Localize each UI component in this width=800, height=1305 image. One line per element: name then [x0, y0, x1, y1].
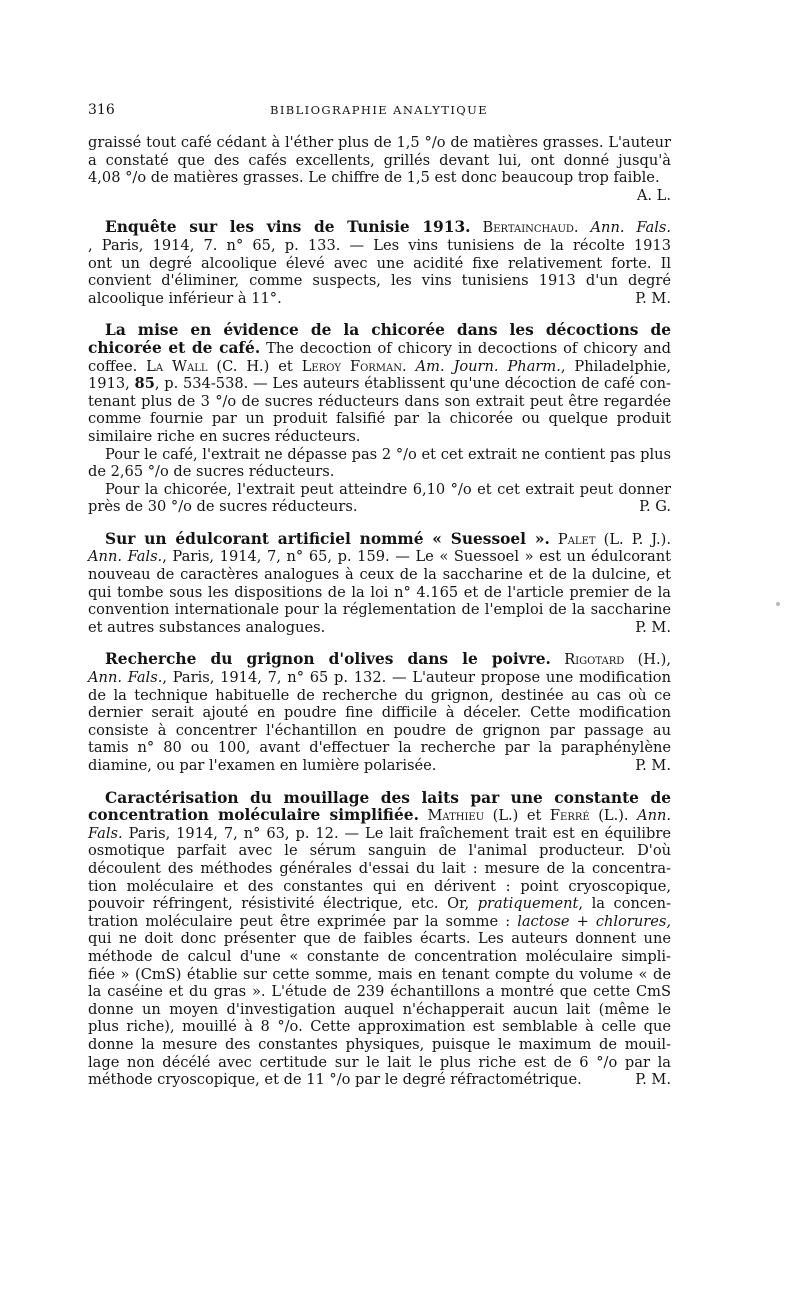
text-line: [88, 375, 671, 393]
journal-name: Am. Journ. Pharm.: [415, 357, 561, 375]
text-line: coffee. La Wall (C. H.) et Leroy Forman. Am. Journ. Pharm., Philadelphie,: [88, 357, 672, 375]
ref-text: , Paris, 1914, 7, n° 65, p. 159. — Le « Suessoel » est un édulcorant: [162, 548, 671, 566]
ref-year: 1913,: [88, 375, 130, 393]
entry-title: Recherche du grignon d'olives dans le poivre.: [105, 650, 551, 669]
entry-author: Rigotard: [564, 651, 625, 669]
journal-name: Ann. Fals.: [88, 669, 163, 687]
text-line: [88, 669, 671, 687]
text-line: ont un degré alcoolique élevé avec une acidité fixe relativement forte. Il: [88, 254, 671, 272]
text-line: lage non décélé avec certitude sur le lait le plus riche est de 6 °/o par la: [88, 1053, 671, 1071]
line-text: , la concen-: [578, 895, 671, 913]
entry-title: [88, 322, 671, 340]
text-line: donne un moyen d'investigation auquel n'échapperait aucun lait (même le: [88, 1000, 671, 1018]
text-line: tion moléculaire et des constantes qui en dérivent : point cryoscopique,: [88, 877, 671, 895]
entry-suessoel: [88, 531, 671, 637]
entry-title-line: [88, 340, 671, 358]
entry-author: Ferré: [549, 807, 590, 825]
text-line: méthode de calcul d'une « constante de concentration moléculaire simpli-: [88, 947, 671, 965]
text-line: convention internationale pour la réglementation de l'emploi de la saccharine: [88, 601, 671, 619]
author-initials: (H.),: [637, 651, 672, 669]
text-line: [88, 498, 671, 516]
text-line: découlent des méthodes générales d'essai du lait : mesure de la concentra-: [88, 859, 671, 877]
last-line-text: diamine, ou par l'examen en lumière polarisée.: [88, 757, 437, 774]
signature: P. M.: [635, 289, 671, 307]
last-line-text: méthode cryoscopique, et de 11 °/o par le degré réfractométrique.: [88, 1071, 582, 1089]
text-line: Pour le café, l'extrait ne dépasse pas 2 °/o et cet extrait ne contient pas plus: [105, 445, 671, 463]
ref-tail: , Philadelphie,: [560, 357, 672, 375]
signature: A. L.: [636, 186, 671, 204]
text-line: 4,08 °/o de matières grasses. Le chiffre de 1,5 est donc beaucoup trop faible.: [88, 169, 660, 187]
signature: P. M.: [635, 757, 671, 774]
entry-title-line2: chicorée et de café.: [88, 338, 261, 357]
scan-speck: [776, 602, 780, 606]
text-line: fiée » (CmS) établie sur cette somme, mais en tenant compte du volume « de: [88, 965, 671, 983]
author-initials: (L. P. J.).: [603, 530, 671, 548]
text-line: tenant plus de 3 °/o de sucres réducteurs dans son extrait peut être regardée: [88, 392, 671, 410]
last-line-text: près de 30 °/o de sucres réducteurs.: [88, 498, 358, 516]
page-number: 316: [88, 102, 115, 118]
entry-title: Sur un édulcorant artificiel nommé « Suessoel ».: [105, 529, 550, 548]
text-line: Pour la chicorée, l'extrait peut atteindre 6,10 °/o et cet extrait peut donner: [105, 480, 671, 498]
entry-poivre: [88, 651, 671, 774]
author-initials: (L.).: [598, 807, 629, 825]
text-line: la caséine et du gras ». L'étude de 239 échantillons a montré que cette CmS: [88, 983, 671, 1001]
text-line: comme fournie par un produit falsifié par la chicorée ou quelque produit: [88, 410, 671, 428]
line-text: tration moléculaire peut être exprimée par la somme :: [88, 912, 511, 930]
entry-author: Bertainchaud.: [482, 219, 579, 237]
text-line: consiste à concentrer l'échantillon en poudre de grignon par passage au: [88, 721, 671, 739]
text-line: de 2,65 °/o de sucres réducteurs.: [88, 463, 335, 481]
text-line: plus riche), mouillé à 8 °/o. Cette approximation est semblable à celle que: [88, 1018, 671, 1036]
entry-title-line2: concentration moléculaire simplifiée.: [88, 806, 419, 825]
journal-name: Ann. Fals.: [88, 548, 163, 566]
entry-title: [88, 790, 671, 808]
text-line: donne la mesure des constantes physiques, puisque le maximum de mouil-: [88, 1035, 671, 1053]
text-line: qui tombe sous les dispositions de la loi n° 4.165 et de l'article premier de la: [88, 583, 671, 601]
text-line: [88, 913, 671, 931]
text-line: qui ne doit donc présenter que de faibles écarts. Les auteurs donnent une: [88, 930, 671, 948]
signature: P. M.: [635, 618, 671, 636]
running-title: BIBLIOGRAPHIE ANALYTIQUE: [269, 103, 489, 117]
author-initials: (C. H.) et: [216, 357, 293, 375]
emphasis: pratiquement: [477, 895, 579, 913]
text-line: convient d'éliminer, comme suspects, les vins tunisiens 1913 d'un degré: [88, 272, 671, 290]
text-line: similaire riche en sucres réducteurs.: [88, 427, 361, 445]
entry-title-line: [88, 651, 671, 669]
text-line: graissé tout café cédant à l'éther plus de 1,5 °/o de matières grasses. L'auteur: [88, 134, 671, 151]
last-line-text: et autres substances analogues.: [88, 618, 326, 636]
text-line: [88, 895, 671, 913]
text-line: nouveau de caractères analogues à ceux de la saccharine et de la dulcine, et: [88, 566, 671, 584]
page-header: [88, 102, 670, 122]
last-line-text: alcoolique inférieur à 11°.: [88, 289, 282, 307]
entry-author: Leroy Forman.: [301, 357, 407, 375]
entry-laits: [88, 790, 671, 1089]
journal-name: Ann.: [637, 807, 672, 825]
entry-title: Enquête sur les vins de Tunisie 1913.: [105, 218, 471, 237]
line-text: pouvoir réfringent, résistivité électrique, etc. Or,: [88, 895, 470, 913]
text-line: [88, 548, 671, 566]
text-line: [88, 290, 671, 308]
entry-vins-tunisie: [88, 219, 671, 307]
entry-author: Mathieu: [427, 807, 485, 825]
english-title: The decoction of chicory in decoctions of chicory and: [266, 339, 671, 357]
text-line: de la technique habituelle de recherche du grignon, destinée au cas où ce: [88, 686, 671, 704]
entry-title-line1: Caractérisation du mouillage des laits par une constante de: [105, 788, 671, 807]
signature: P. M.: [635, 1071, 671, 1089]
author-initials: (L.) et: [492, 807, 542, 825]
text-line: [88, 619, 671, 637]
text-line: , Paris, 1914, 7. n° 65, p. 133. — Les vins tunisiens de la récolte 1913: [88, 236, 671, 254]
journal-name: Fals.: [88, 824, 123, 842]
ref-volume: 85: [134, 375, 155, 393]
text-line: [88, 1071, 671, 1089]
entry-chicoree: [88, 322, 671, 516]
entry-title-line1: La mise en évidence de la chicorée dans les décoctions de: [105, 321, 671, 340]
emphasis: lactose + chlorures,: [517, 912, 672, 930]
entry-title-line: [88, 807, 671, 825]
ref-text: Paris, 1914, 7, n° 63, p. 12. — Le lait fraîchement trait est en équilibre: [128, 824, 672, 842]
signature: P. G.: [639, 498, 671, 516]
entry-author: Palet: [557, 530, 596, 548]
text-line: [88, 825, 671, 843]
text-line: a constaté que des cafés excellents, grillés devant lui, ont donné jusqu'à: [88, 151, 671, 169]
entry-cafe-continuation: [88, 134, 671, 204]
entry-title-line: [88, 219, 671, 237]
entry-title-line: [88, 531, 671, 549]
entry-author: La Wall: [146, 357, 208, 375]
page-body: [88, 134, 671, 1104]
ref-text: , Paris, 1914, 7, n° 65 p. 132. — L'auteur propose une modification: [162, 669, 671, 687]
text-line: osmotique parfait avec le sérum sanguin de l'animal producteur. D'où: [88, 842, 671, 860]
text-line: dernier serait ajouté en poudre fine difficile à déceler. Cette modification: [88, 704, 671, 722]
journal-name: Ann. Fals.: [590, 219, 672, 237]
text-line: [88, 757, 671, 775]
ref-text: , p. 534-538. — Les auteurs établissent qu'une décoction de café con-: [154, 375, 671, 393]
text-line: tamis n° 80 ou 100, avant d'effectuer la recherche par la paraphénylène: [88, 739, 671, 757]
